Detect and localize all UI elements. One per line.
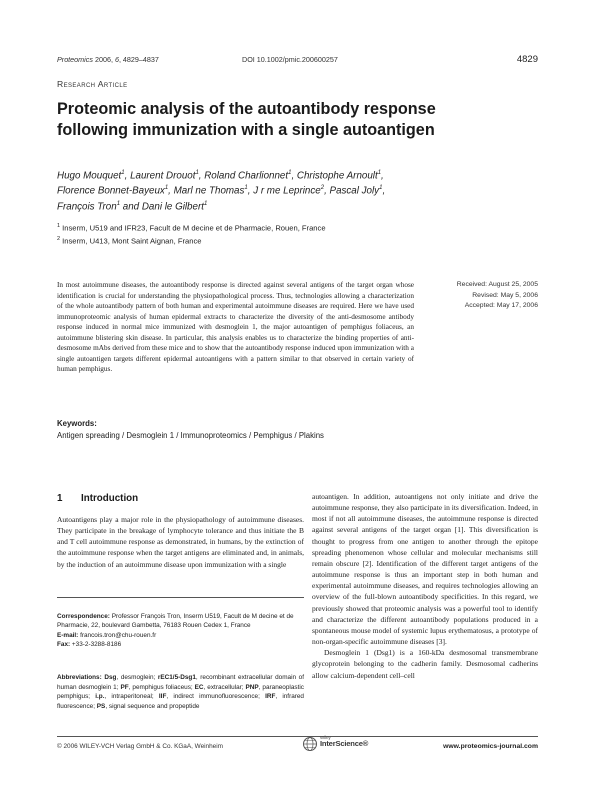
abbreviations-footnote [57,673,304,712]
author-affil-sup: 1 [203,200,208,207]
author-affil-sup: 1 [379,185,383,192]
author-separator: , [124,170,131,182]
page-number: 4829 [516,54,538,65]
abbr-term: IIF [158,693,167,701]
keywords-heading: Keywords: [57,419,97,428]
abbr-term: i.p. [95,693,105,701]
author-separator: , [382,185,386,197]
keywords-list: Antigen spreading / Desmoglein 1 / Immunoproteomics / Pemphigus / Plakins [57,431,324,440]
abstract: In most autoimmune diseases, the autoantibody response is directed against several antigens of the target organ whose identification is crucial for understanding the physiopathological process. Thus, technologies allowing a characterization of the whole autoantibody pattern of both human and experimental autoimmune diseases are required. Here we have used immunoproteomic analysis of human epidermal extracts to characterize the diversity of the anti-desmosome antibody response induced in normal mice immunized with desmoglein 1, the major autoantigen of pemphigus foliaceus, an autoimmune blistering skin disease. In particular, this analysis enables us to characterize the binding properties of anti-desmosome mAbs derived from these mice and to show that the autoantibody response induced upon immunization with a single autoantigen targets different epidermal autoantigens with a pattern similar to that observed in certain variety of human pemphigus. [57,281,414,374]
author-separator: , [291,170,297,182]
author: François Tron [57,200,117,212]
correspondence-email [57,631,304,640]
revised-date: Revised: May 5, 2006 [472,291,538,299]
author-separator: , [381,170,384,182]
author: Roland Charlionnet [204,170,289,182]
abbr-term: Dsg [104,674,117,681]
section-title: Introduction [81,493,139,504]
abbr-def: , recombinant extracellular domain of human desmoglein 1; [57,674,304,691]
email-label: E-mail: [57,631,79,639]
section-label: Research Article [57,79,128,89]
correspondence-fax [57,640,304,649]
abbreviations-label: Abbreviations: [57,674,102,681]
author-affil-sup: 2 [320,185,325,192]
correspondence-label: Correspondence: [57,613,110,620]
article-dates [420,280,538,312]
author-affil-sup: 1 [377,170,382,176]
correspondence-footnote [57,612,304,649]
abbr-def: , infrared fluorescence; [57,693,304,711]
citation-year: 2006, [92,55,115,64]
affiliation-sup: 2 [57,236,61,243]
section-number: 1 [57,493,63,504]
author-list [57,167,547,213]
author-separator: , [324,185,330,197]
intro-left-column: Autoantigens play a major role in the physiopathology of autoimmune diseases. They participate in the breakage of lymphocyte tolerance and thus initiate the B and T cell autoimmune response as demonstrated, in humans, by the extinction of the autoimmune response when the target antigens are eliminated and, in animals, by the induction of an autoimmune disease upon immunization with a single [57,515,304,569]
author-separator: and [120,200,142,212]
footnote-divider [57,597,304,598]
author: Marl ne Thomas [173,185,245,197]
paragraph: Desmoglein 1 (Dsg1) is a 160-kDa desmosomal transmembrane glycoprotein belonging to the cadherin family. Desmosomal cadherins allow calcium-dependent cell–cell [312,648,538,680]
running-header [57,55,538,67]
journal-name: Proteomics [57,55,93,64]
author: Laurent Drouot [130,170,196,182]
intro-right-column [312,491,538,681]
interscience-logo [302,735,382,755]
logo-wiley-text: Wiley [320,735,331,740]
logo-interscience-text: InterScience® [320,739,369,748]
author: Florence Bonnet-Bayeux [57,185,165,197]
abbr-term: PF [120,683,129,691]
abbr-def: , signal sequence and propeptide [105,703,200,711]
email-value: francois.tron@chu-rouen.fr [78,631,157,639]
affiliation-text: Inserm, U413, Mont Saint Aignan, France [60,236,202,246]
accepted-date: Accepted: May 17, 2006 [464,302,538,309]
correspondence-text: Professor François Tron, Inserm U519, Facult de M decine et de Pharmacie, 22, boulevard Gambetta, 76183 Rouen Cedex 1, France [57,613,294,630]
correspondence-address [57,612,304,631]
article-title [57,99,557,140]
fax-value: +33-2-3288-8186 [70,640,122,648]
paragraph: autoantigen. In addition, autoantigens not only initiate and drive the autoimmune response, they also participate in its diversification. Indeed, in most if not all autoimmune diseases, the autoimmune response is directed against several antigens of the target organ [1]. This diversification is thought to progress from one antigen to another through the epitope spreading phenomenon whose cellular and molecular mechanisms still remain obscure [2]. Identification of the different target antigens of the autoimmune response is thus an important step in both human and experimental autoimmune diseases, and requires technologies allowing an overview of the full-blown autoantibody specificities. In this regard, we previously showed that proteomic analysis was a powerful tool to identify and characterize the different autoantibody populations produced in a spontaneous mouse model of systemic lupus erythematosus, a prototype of non-organ-specific autoimmune diseases [3]. [312,492,538,647]
author-line-3 [57,198,547,213]
author-affil-sup: 1 [288,170,292,176]
footer-divider [57,736,538,737]
abbr-term: IRF [265,693,276,701]
citation-pages: , 4829–4837 [118,55,159,64]
copyright: © 2006 WILEY-VCH Verlag GmbH & Co. KGaA, Weinheim [57,743,223,750]
abbr-term: EC [194,683,204,691]
author-affil-sup: 1 [244,185,248,192]
title-line-2: following immunization with a single autoantigen [57,120,435,139]
received-date: Received: August 25, 2005 [456,281,538,288]
abbr-def: , intraperitoneal; [104,693,159,701]
abbr-def: , desmoglein; [116,674,158,681]
abbr-def: , indirect immunofluorescence; [166,693,266,701]
author-affil-sup: 1 [121,170,125,176]
affiliations [57,221,557,247]
intro-heading [57,493,138,504]
author-line-1 [57,167,547,182]
fax-label: Fax: [57,640,71,648]
affiliation [57,234,557,247]
author: Dani le Gilbert [141,200,204,212]
author: Christophe Arnoult [296,170,378,182]
author-affil-sup: 1 [164,185,169,192]
citation-volume: 6 [114,55,119,64]
affiliation [57,221,557,234]
author: J r me Leprince [253,185,321,197]
author-separator: , [198,170,205,182]
abbr-term: rEC1/5-Dsg1 [157,674,196,681]
affiliation-sup: 1 [57,223,61,229]
author-affil-sup: 1 [116,200,121,207]
abbr-def: , extracellular; [203,683,246,691]
journal-citation [57,55,159,64]
author: Hugo Mouquet [57,170,122,182]
journal-website-link[interactable]: www.proteomics-journal.com [443,743,538,750]
author-line-2 [57,182,547,197]
abbr-def: , pemphigus foliaceus; [128,683,195,691]
author: Pascal Joly [329,185,380,197]
affiliation-text: Inserm, U519 and IFR23, Facult de M decine et de Pharmacie, Rouen, France [60,223,326,233]
author-separator: , [247,185,254,197]
globe-icon [302,736,318,752]
abbr-def: , paraneoplastic pemphigus; [57,683,304,701]
title-line-1: Proteomic analysis of the autoantibody response [57,100,436,118]
doi: DOI 10.1002/pmic.200600257 [242,55,338,64]
abbr-term: PNP [245,683,259,691]
abbr-term: PS [96,703,106,711]
author-separator: , [168,185,174,197]
author-affil-sup: 1 [195,170,199,176]
